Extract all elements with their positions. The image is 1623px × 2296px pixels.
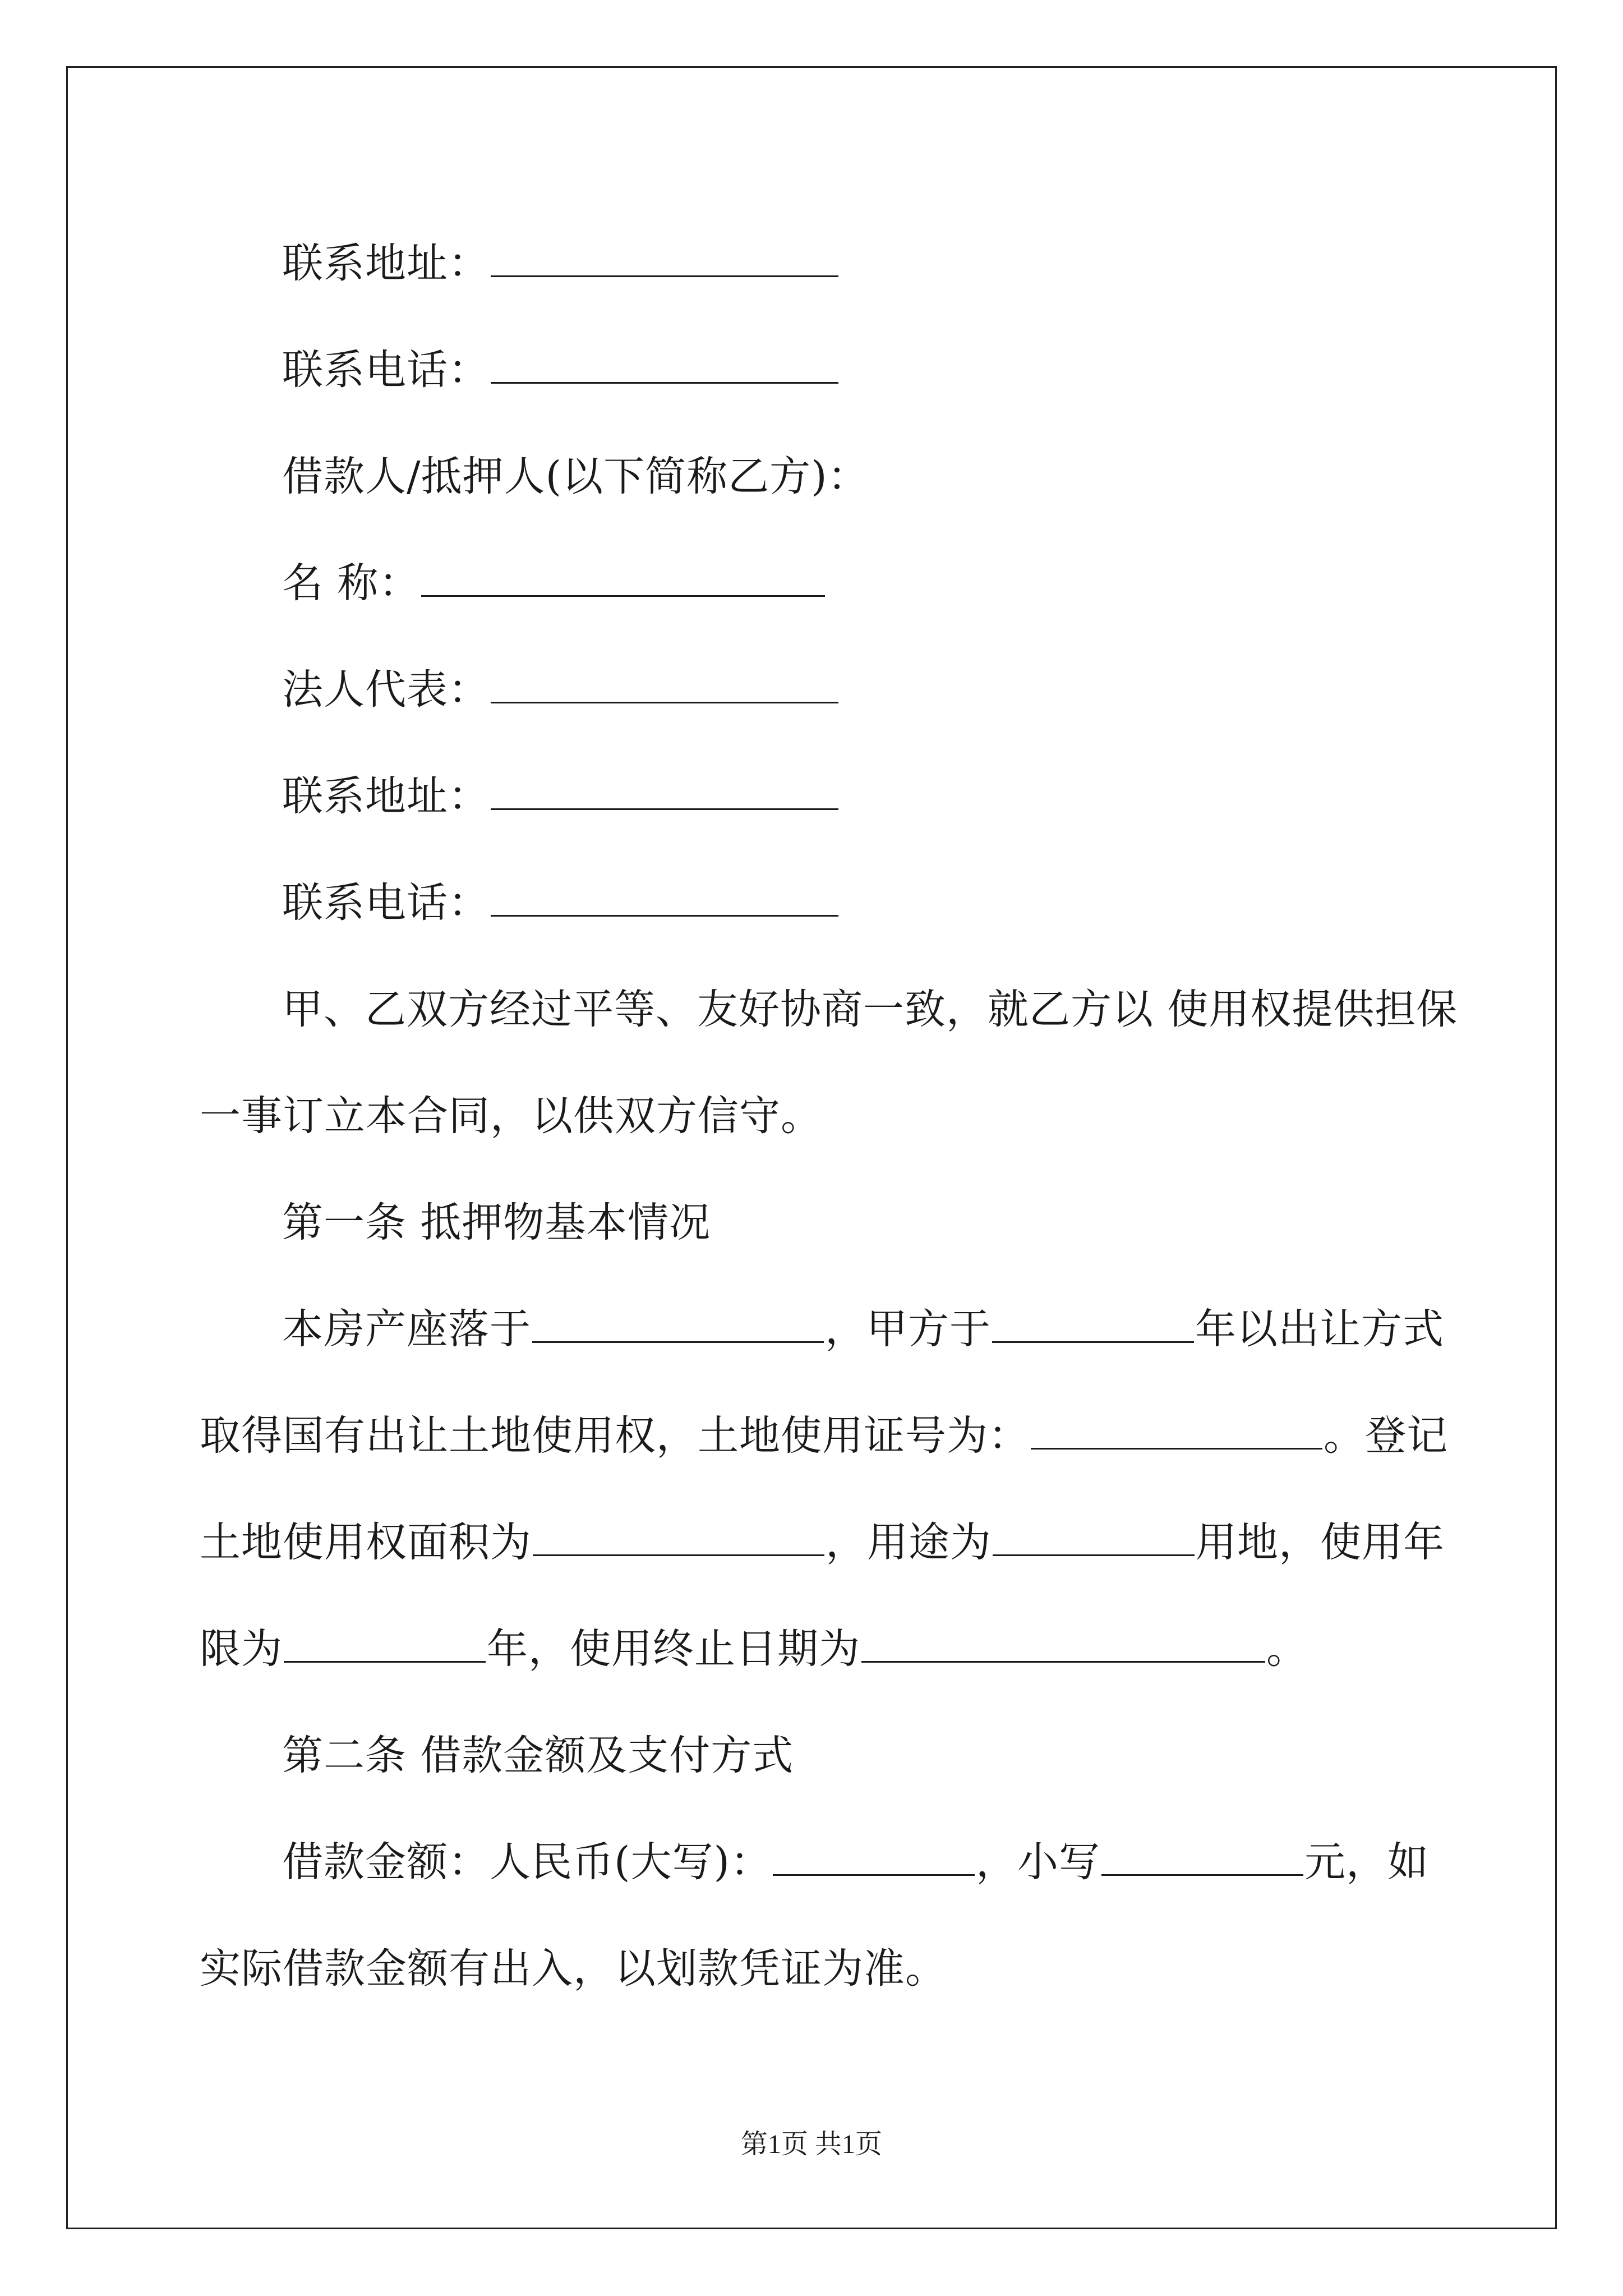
contact-address-line-b — [200, 743, 1431, 850]
party-b-heading-text: 借款人/抵押人(以下简称乙方)： — [282, 453, 869, 500]
article-text: 土地使用权面积为 — [200, 1519, 532, 1566]
contact-address-label: 联系地址： — [282, 772, 490, 820]
blank-field[interactable] — [993, 1523, 1195, 1556]
blank-field[interactable] — [532, 1310, 824, 1343]
contact-phone-label: 联系电话： — [282, 346, 490, 394]
blank-field[interactable] — [284, 1630, 486, 1663]
article-text: ，用途为 — [826, 1519, 992, 1566]
name-line — [200, 530, 1431, 637]
blank-field[interactable] — [491, 244, 838, 277]
article-2-line-1 — [200, 1809, 1431, 1916]
blank-field[interactable] — [491, 351, 838, 384]
article-2-title — [200, 1703, 1431, 1809]
article-title: 第二条 借款金额及支付方式 — [282, 1732, 794, 1779]
article-text: 实际借款金额有出入，以划款凭证为准。 — [200, 1945, 947, 1993]
article-1-line-2 — [200, 1383, 1448, 1489]
intro-text: 甲、乙双方经过平等、友好协商一致，就乙方以 使用权提供担保 — [282, 986, 1458, 1033]
article-text: 取得国有出让土地使用权，土地使用证号为： — [200, 1412, 1030, 1460]
name-label: 名 称： — [282, 559, 421, 607]
contact-address-label: 联系地址： — [282, 240, 490, 287]
article-text: 本房产座落于 — [282, 1305, 531, 1353]
article-text: 年以出让方式 — [1195, 1305, 1444, 1353]
article-title: 第一条 抵押物基本情况 — [282, 1199, 711, 1246]
contact-address-line-a — [200, 210, 1431, 317]
article-text: 借款金额：人民币(大写)： — [282, 1838, 772, 1886]
article-text: 限为 — [200, 1625, 283, 1673]
blank-field[interactable] — [491, 670, 838, 703]
article-1-line-3 — [200, 1489, 1445, 1596]
article-text: ，小写 — [975, 1838, 1100, 1886]
blank-field[interactable] — [1031, 1416, 1322, 1450]
page-footer: 第1页 共1页 — [740, 2129, 882, 2159]
article-text: 元，如 — [1304, 1838, 1429, 1886]
blank-field[interactable] — [861, 1630, 1265, 1663]
intro-line-1 — [200, 956, 1458, 1063]
contact-phone-line-a — [200, 317, 1431, 424]
article-text: ，甲方于 — [825, 1305, 991, 1353]
blank-field[interactable] — [491, 777, 838, 810]
party-b-heading — [200, 424, 1431, 530]
contact-phone-label: 联系电话： — [282, 879, 490, 927]
legal-rep-line — [200, 637, 1431, 743]
article-text: 。登记 — [1324, 1412, 1448, 1460]
article-1-line-1 — [200, 1276, 1444, 1383]
blank-field[interactable] — [421, 564, 825, 597]
article-2-line-2 — [200, 1916, 1431, 2022]
article-1-title — [200, 1170, 1431, 1276]
blank-field[interactable] — [533, 1523, 824, 1556]
article-text: 用地，使用年 — [1196, 1519, 1445, 1566]
article-text: 。 — [1266, 1625, 1308, 1673]
contract-body — [200, 210, 1458, 2022]
blank-field[interactable] — [992, 1310, 1194, 1343]
blank-field[interactable] — [1101, 1843, 1303, 1876]
blank-field[interactable] — [491, 884, 838, 917]
intro-text: 一事订立本合同，以供双方信守。 — [200, 1092, 822, 1140]
article-text: 年，使用终止日期为 — [487, 1625, 860, 1673]
contact-phone-line-b — [200, 850, 1431, 956]
article-1-line-4 — [200, 1596, 1431, 1703]
blank-field[interactable] — [773, 1843, 975, 1876]
legal-rep-label: 法人代表： — [282, 666, 490, 714]
intro-line-2 — [200, 1063, 1431, 1170]
